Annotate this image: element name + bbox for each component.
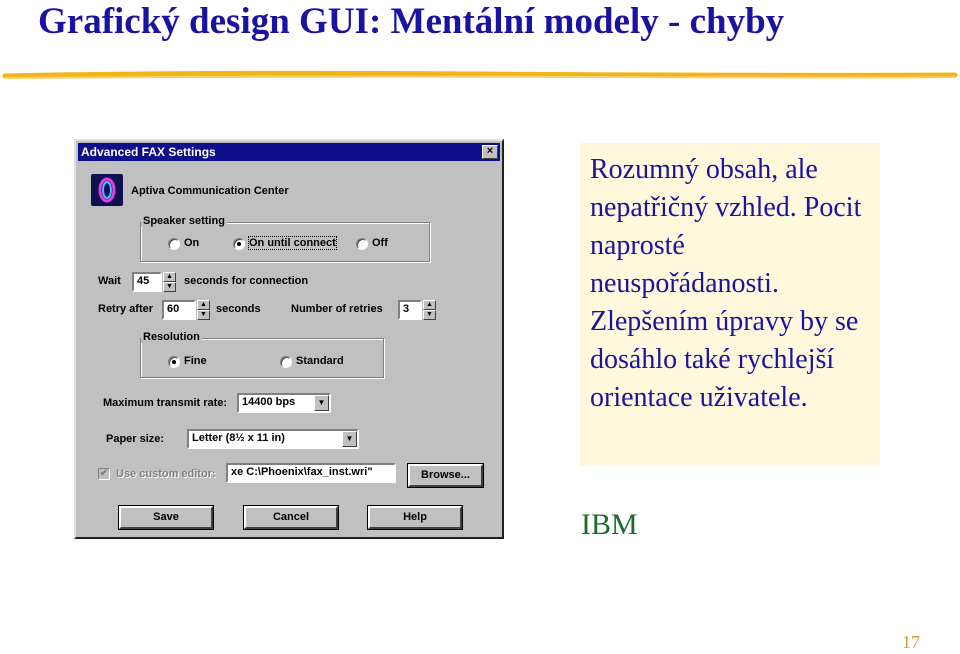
speaker-on-radio[interactable] bbox=[168, 238, 180, 250]
help-button[interactable]: Help bbox=[368, 506, 462, 529]
retries-stepper[interactable]: ▲ ▼ bbox=[423, 300, 436, 320]
resolution-fine-radio[interactable] bbox=[168, 356, 180, 368]
wait-stepper[interactable]: ▲ ▼ bbox=[163, 272, 176, 292]
custom-editor-checkbox[interactable]: ✔ bbox=[99, 468, 109, 479]
custom-editor-input[interactable]: xe C:\Phoenix\fax_inst.wri" bbox=[226, 463, 396, 483]
speaker-off-radio[interactable] bbox=[356, 238, 368, 250]
resolution-label: Resolution bbox=[143, 331, 200, 343]
max-rate-label: Maximum transmit rate: bbox=[103, 397, 228, 409]
chevron-down-icon[interactable]: ▼ bbox=[342, 431, 357, 447]
note-box bbox=[580, 143, 880, 466]
retries-label: Number of retries bbox=[291, 303, 383, 315]
cancel-button[interactable]: Cancel bbox=[244, 506, 338, 529]
retry-input[interactable]: 60 bbox=[162, 300, 196, 320]
resolution-standard-label: Standard bbox=[296, 355, 344, 367]
max-rate-select[interactable] bbox=[237, 393, 331, 413]
advanced-fax-settings-dialog bbox=[74, 139, 504, 539]
dialog-titlebar bbox=[78, 143, 500, 161]
max-rate-value: 14400 bps bbox=[242, 396, 296, 408]
note-text: Rozumný obsah, ale nepatřičný vzhled. Pocit naprosté neuspořádanosti. Zlepšením úpravy by se dosáhlo také rychlejší orientace uživatele. bbox=[590, 154, 862, 413]
browse-button[interactable]: Browse... bbox=[408, 464, 483, 487]
slide-title: Grafický design GUI: Mentální modely - chyby bbox=[38, 1, 785, 42]
speaker-on-label: On bbox=[184, 237, 200, 249]
chevron-down-icon[interactable]: ▼ bbox=[314, 395, 329, 411]
speaker-until-connect-label: On until connect bbox=[249, 237, 336, 249]
retry-suffix: seconds bbox=[216, 303, 261, 315]
resolution-standard-radio[interactable] bbox=[280, 356, 292, 368]
save-button[interactable]: Save bbox=[119, 506, 213, 529]
wait-label: Wait bbox=[98, 275, 121, 287]
app-logo-icon bbox=[91, 174, 123, 206]
speaker-until-connect-radio[interactable] bbox=[233, 238, 245, 250]
wait-input[interactable]: 45 bbox=[132, 272, 162, 292]
retry-label: Retry after bbox=[98, 303, 154, 315]
retry-stepper[interactable]: ▲ ▼ bbox=[197, 300, 210, 320]
close-button[interactable] bbox=[482, 145, 498, 159]
dialog-title: Advanced FAX Settings bbox=[81, 145, 216, 159]
retries-input[interactable]: 3 bbox=[398, 300, 422, 320]
wait-suffix: seconds for connection bbox=[184, 275, 309, 287]
close-icon: × bbox=[486, 145, 494, 157]
resolution-fine-label: Fine bbox=[184, 355, 207, 367]
speaker-off-label: Off bbox=[372, 237, 388, 249]
source-label: IBM bbox=[581, 508, 638, 541]
title-underline bbox=[0, 68, 960, 82]
paper-size-value: Letter (8½ x 11 in) bbox=[192, 432, 285, 444]
app-name: Aptiva Communication Center bbox=[131, 185, 289, 197]
paper-size-label: Paper size: bbox=[106, 433, 165, 445]
paper-size-select[interactable] bbox=[187, 429, 359, 449]
speaker-setting-label: Speaker setting bbox=[143, 215, 225, 227]
custom-editor-label: Use custom editor: bbox=[116, 468, 216, 480]
page-number: 17 bbox=[902, 632, 920, 652]
